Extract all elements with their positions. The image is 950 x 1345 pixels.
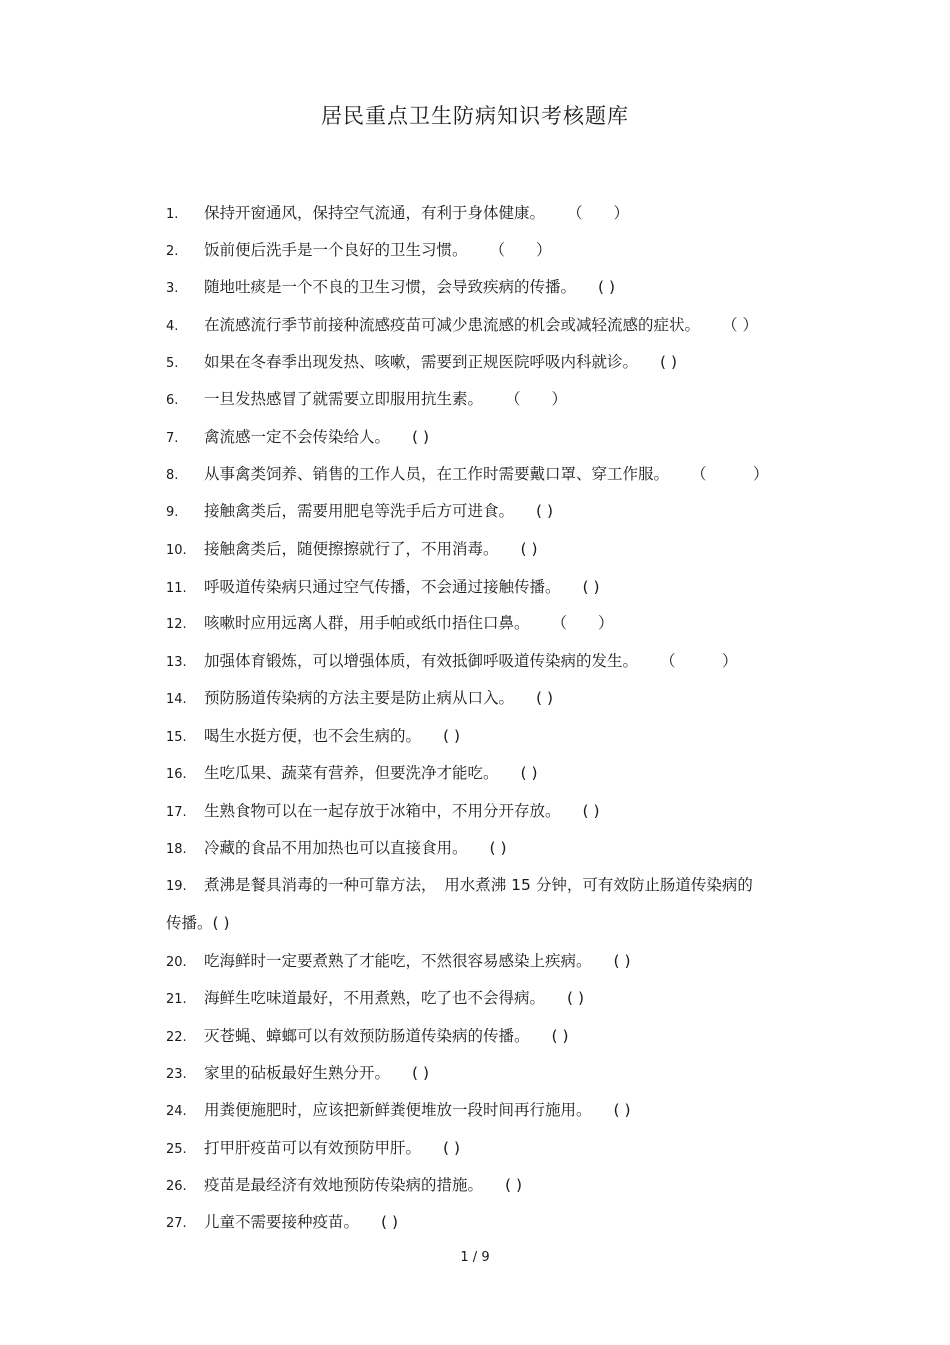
answer-blank: （ ） <box>505 390 568 408</box>
answer-blank: ( ) <box>536 502 554 520</box>
question-text: 饭前便后洗手是一个良好的卫生习惯。 <box>204 241 468 259</box>
question-number: 1. <box>166 207 179 222</box>
question-item <box>166 987 856 1011</box>
answer-blank: ( ) <box>520 540 538 558</box>
answer-blank: ( ) <box>412 1064 430 1082</box>
question-number: 20. <box>166 955 187 970</box>
answer-blank: ( ) <box>520 764 538 782</box>
question-item <box>166 576 856 600</box>
answer-blank: ( ) <box>598 278 616 296</box>
question-text: 打甲肝疫苗可以有效预防甲肝。 <box>204 1139 422 1157</box>
question-number: 3. <box>166 281 179 296</box>
question-number: 15. <box>166 730 187 745</box>
question-number: 11. <box>166 581 187 596</box>
question-number: 9. <box>166 505 179 520</box>
question-number: 12. <box>166 617 187 632</box>
question-item <box>166 650 856 674</box>
question-text: 随地吐痰是一个不良的卫生习惯，会导致疾病的传播。 <box>204 278 577 296</box>
question-text: 疫苗是最经济有效地预防传染病的措施。 <box>204 1176 484 1194</box>
question-number: 10. <box>166 543 187 558</box>
question-text: 吃海鲜时一定要煮熟了才能吃，不然很容易感染上疾病。 <box>204 952 592 970</box>
answer-blank: ( ) <box>582 578 600 596</box>
question-text: 接触禽类后，随便擦擦就行了，不用消毒。 <box>204 540 499 558</box>
question-number: 21. <box>166 992 187 1007</box>
question-text: 喝生水挺方便，也不会生病的。 <box>204 727 422 745</box>
question-text: 冷藏的食品不用加热也可以直接食用。 <box>204 839 468 857</box>
question-item <box>166 1025 856 1049</box>
question-text: 煮沸是餐具消毒的一种可靠方法， 用水煮沸 15 分钟，可有效防止肠道传染病的 <box>204 876 753 894</box>
question-item <box>166 837 856 861</box>
answer-blank: ( ) <box>443 1139 461 1157</box>
question-text: 用粪便施肥时，应该把新鲜粪便堆放一段时间再行施用。 <box>204 1101 592 1119</box>
answer-blank: （ ） <box>567 204 630 222</box>
question-item <box>166 1062 856 1086</box>
answer-blank: （ ） <box>551 614 614 632</box>
question-item <box>166 426 856 450</box>
question-text: 呼吸道传染病只通过空气传播，不会通过接触传播。 <box>204 578 561 596</box>
answer-blank: （ ） <box>722 316 758 334</box>
question-text: 如果在冬春季出现发热、咳嗽，需要到正规医院呼吸内科就诊。 <box>204 353 639 371</box>
answer-blank: （ ） <box>691 465 769 483</box>
answer-blank: ( ) <box>567 989 585 1007</box>
question-number: 6. <box>166 393 179 408</box>
question-item <box>166 1099 856 1123</box>
question-number: 23. <box>166 1067 187 1082</box>
question-text: 保持开窗通风，保持空气流通，有利于身体健康。 <box>204 204 546 222</box>
question-item <box>166 388 856 412</box>
question-item <box>166 800 856 824</box>
question-text: 禽流感一定不会传染给人。 <box>204 428 391 446</box>
question-text: 生吃瓜果、蔬菜有营养，但要洗净才能吃。 <box>204 764 499 782</box>
question-text: 从事禽类饲养、销售的工作人员，在工作时需要戴口罩、穿工作服。 <box>204 465 670 483</box>
question-number: 14. <box>166 692 187 707</box>
answer-blank: ( ) <box>536 689 554 707</box>
question-item <box>166 276 856 300</box>
question-text: 家里的砧板最好生熟分开。 <box>204 1064 391 1082</box>
question-item <box>166 1174 856 1198</box>
question-item <box>166 1137 856 1161</box>
question-item <box>166 314 856 338</box>
answer-blank: ( ) <box>660 353 678 371</box>
page-title: 居民重点卫生防病知识考核题库 <box>321 104 629 128</box>
question-item <box>166 463 856 487</box>
question-text: 接触禽类后，需要用肥皂等洗手后方可进食。 <box>204 502 515 520</box>
answer-blank: ( ) <box>613 1101 631 1119</box>
question-text: 灭苍蝇、蟑螂可以有效预防肠道传染病的传播。 <box>204 1027 530 1045</box>
page-number: 1 / 9 <box>460 1250 490 1265</box>
question-text: 咳嗽时应用远离人群，用手帕或纸巾捂住口鼻。 <box>204 614 530 632</box>
question-number: 4. <box>166 319 179 334</box>
question-number: 5. <box>166 356 179 371</box>
answer-blank: ( ) <box>505 1176 523 1194</box>
question-item <box>166 725 856 749</box>
question-item <box>166 612 856 636</box>
question-item <box>166 874 856 898</box>
question-item <box>166 1211 856 1235</box>
question-number: 19. <box>166 879 187 894</box>
question-number: 7. <box>166 431 179 446</box>
question-text: 在流感流行季节前接种流感疫苗可减少患流感的机会或减轻流感的症状。 <box>204 316 701 334</box>
question-text: 预防肠道传染病的方法主要是防止病从口入。 <box>204 689 515 707</box>
question-text: 一旦发热感冒了就需要立即服用抗生素。 <box>204 390 484 408</box>
question-item <box>166 950 856 974</box>
answer-blank: ( ) <box>381 1213 399 1231</box>
question-item <box>166 239 856 263</box>
answer-blank: （ ） <box>660 652 738 670</box>
question-item <box>166 202 856 226</box>
question-item <box>166 538 856 562</box>
question-number: 17. <box>166 805 187 820</box>
question-number: 27. <box>166 1216 187 1231</box>
question-item <box>166 762 856 786</box>
question-continuation: 传播。( ) <box>166 914 230 932</box>
question-text: 海鲜生吃味道最好，不用煮熟，吃了也不会得病。 <box>204 989 546 1007</box>
question-item <box>166 500 856 524</box>
question-item <box>166 687 856 711</box>
answer-blank: ( ) <box>582 802 600 820</box>
question-item <box>166 351 856 375</box>
question-text: 儿童不需要接种疫苗。 <box>204 1213 360 1231</box>
answer-blank: ( ) <box>551 1027 569 1045</box>
answer-blank: ( ) <box>443 727 461 745</box>
question-number: 2. <box>166 244 179 259</box>
question-number: 22. <box>166 1030 187 1045</box>
question-number: 16. <box>166 767 187 782</box>
question-number: 13. <box>166 655 187 670</box>
question-number: 8. <box>166 468 179 483</box>
answer-blank: （ ） <box>489 241 552 259</box>
question-number: 24. <box>166 1104 187 1119</box>
answer-blank: ( ) <box>412 428 430 446</box>
answer-blank: ( ) <box>613 952 631 970</box>
answer-blank: ( ) <box>489 839 507 857</box>
question-number: 26. <box>166 1179 187 1194</box>
question-number: 25. <box>166 1142 187 1157</box>
question-number: 18. <box>166 842 187 857</box>
question-text: 加强体育锻炼，可以增强体质，有效抵御呼吸道传染病的发生。 <box>204 652 639 670</box>
question-text: 生熟食物可以在一起存放于冰箱中，不用分开存放。 <box>204 802 561 820</box>
